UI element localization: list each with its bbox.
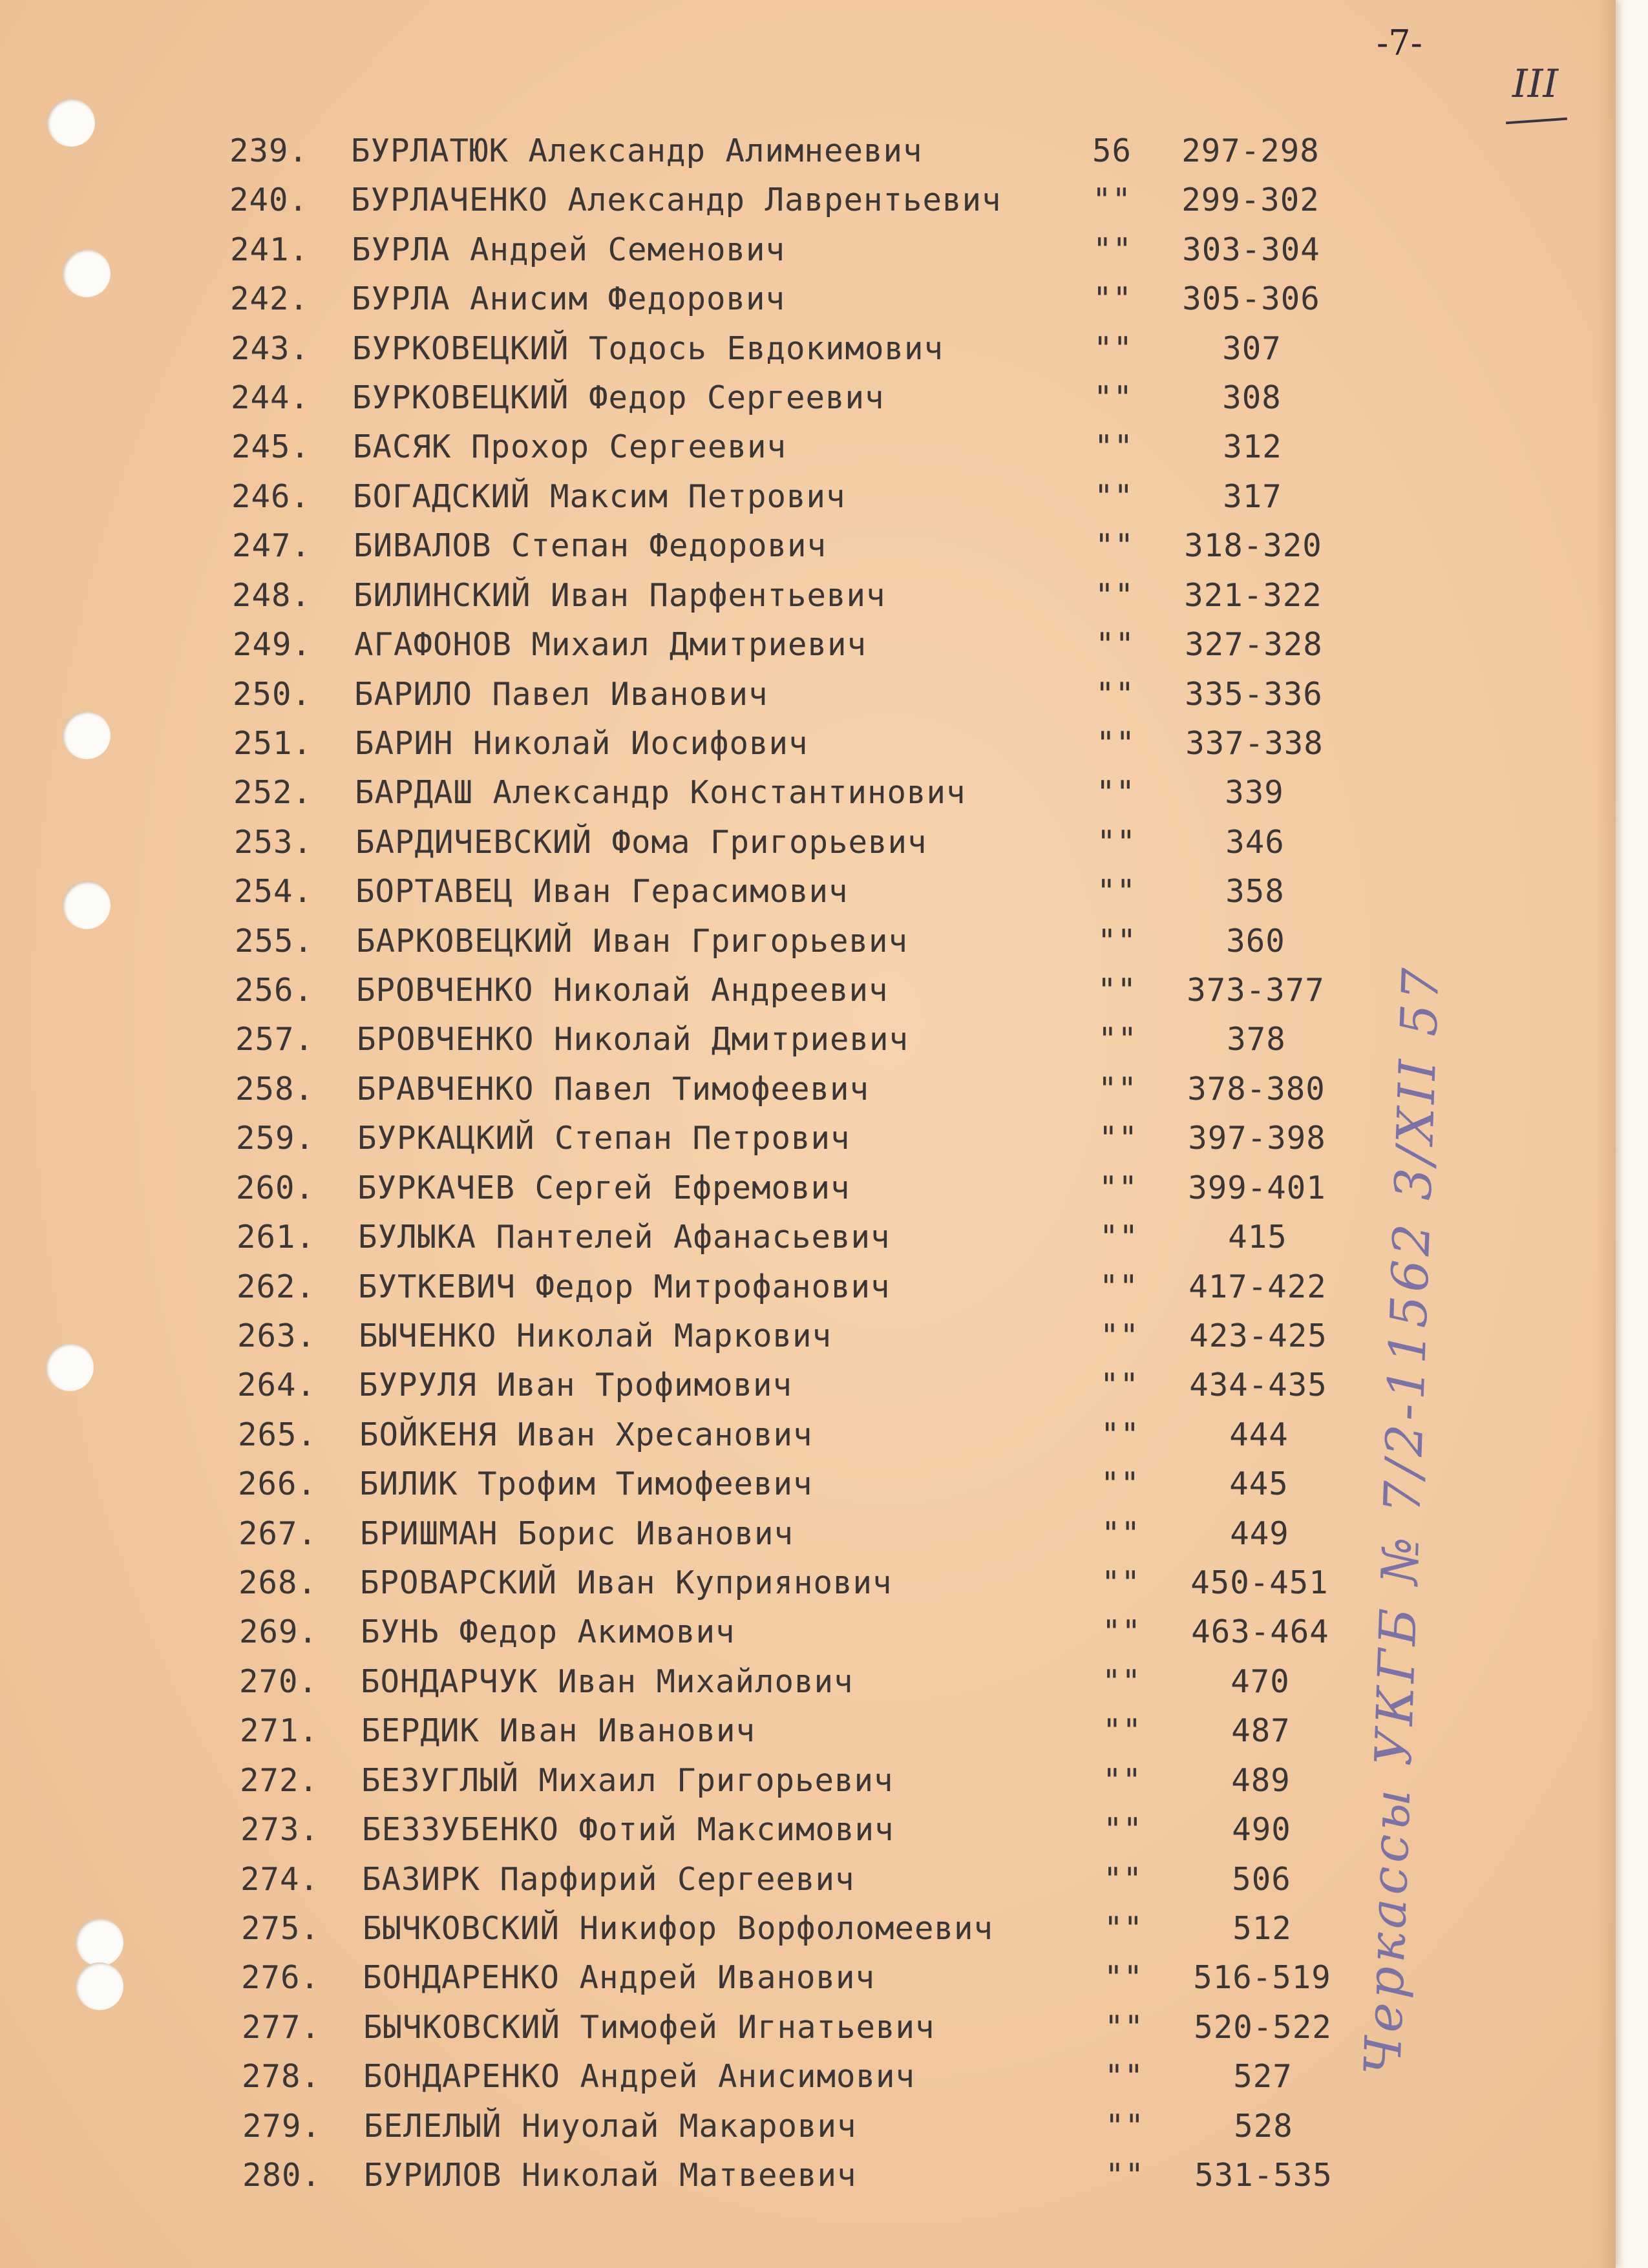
ditto-reference: "": [1099, 1268, 1139, 1305]
entry-number: 257.: [235, 1021, 315, 1058]
person-name: БАСЯК Прохор Сергеевич: [353, 428, 787, 465]
entry-number: 264.: [237, 1367, 317, 1403]
ditto-reference: "": [1093, 231, 1133, 268]
entry-number: 253.: [234, 824, 313, 861]
punch-hole: [63, 249, 111, 297]
page-range: 307: [1222, 330, 1282, 367]
entry-number: 275.: [241, 1910, 321, 1947]
page-range: 489: [1231, 1762, 1291, 1799]
entry-number: 268.: [238, 1564, 318, 1601]
person-name: БОРТАВЕЦ Иван Герасимович: [355, 873, 849, 910]
page-range: 337-338: [1185, 725, 1324, 762]
ditto-reference: "": [1098, 1071, 1138, 1108]
page-range: 520-522: [1194, 2009, 1332, 2046]
page-range: 415: [1228, 1219, 1287, 1255]
ditto-reference: "": [1097, 873, 1137, 910]
ditto-reference: "": [1102, 1613, 1142, 1650]
ditto-reference: "": [1105, 2108, 1145, 2145]
person-name: БИЛИК Трофим Тимофеевич: [359, 1465, 813, 1502]
person-name: БУРЛА Андрей Семенович: [352, 231, 786, 268]
person-name: БУЛЫКА Пантелей Афанасьевич: [358, 1219, 891, 1255]
page-range: 444: [1229, 1416, 1289, 1453]
entry-number: 277.: [242, 2009, 321, 2046]
entry-number: 274.: [240, 1861, 320, 1898]
entry-number: 259.: [236, 1120, 315, 1157]
person-name: АГАФОНОВ Михаил Дмитриевич: [354, 626, 867, 663]
page-range: 445: [1229, 1465, 1289, 1502]
page-range: 470: [1231, 1663, 1290, 1700]
page-number: -7-: [1377, 23, 1422, 63]
entry-number: 254.: [234, 873, 313, 910]
person-name: БУРУЛЯ Иван Трофимович: [359, 1367, 793, 1403]
entry-number: 261.: [237, 1219, 316, 1255]
ditto-reference: "": [1093, 280, 1133, 317]
ditto-reference: "": [1094, 478, 1134, 515]
page-range: 487: [1231, 1712, 1291, 1749]
ditto-reference: "": [1093, 379, 1134, 416]
ditto-reference: "": [1094, 428, 1134, 465]
ditto-reference: "": [1102, 1663, 1142, 1700]
ditto-reference: "": [1095, 527, 1135, 564]
page-range: 531-535: [1194, 2157, 1333, 2194]
entry-number: 272.: [240, 1762, 319, 1799]
page-range: 378-380: [1187, 1071, 1326, 1108]
page-range: 321-322: [1184, 577, 1322, 614]
entry-number: 245.: [231, 428, 311, 465]
ditto-reference: "": [1104, 1959, 1144, 1996]
ditto-reference: "": [1104, 2058, 1145, 2095]
page-range: 449: [1230, 1515, 1289, 1552]
entry-number: 276.: [241, 1959, 321, 1996]
page-range: 417-422: [1188, 1268, 1327, 1305]
person-name: БОНДАРЕНКО Андрей Иванович: [363, 1959, 876, 1996]
entry-number: 251.: [233, 725, 313, 762]
handwritten-note: Черкассы УКГБ № 7/2-11562 3/XII 57: [1354, 963, 1451, 2077]
page-range: 299-302: [1181, 182, 1320, 218]
person-name: БАРДАШ Александр Константинович: [355, 774, 966, 811]
entry-number: 248.: [232, 577, 312, 614]
ditto-reference: "": [1092, 182, 1132, 218]
person-name: БЫЧКОВСКИЙ Никифор Ворфоломеевич: [363, 1910, 994, 1947]
ditto-reference: "": [1103, 1811, 1143, 1848]
page-range: 312: [1223, 428, 1282, 465]
ditto-reference: "": [1097, 923, 1137, 960]
entry-number: 262.: [237, 1268, 316, 1305]
ditto-reference: "": [1099, 1170, 1139, 1206]
ditto-reference: "": [1104, 1910, 1144, 1947]
person-name: БРОВЧЕНКО Николай Андреевич: [356, 972, 889, 1009]
ditto-reference: "": [1095, 626, 1136, 663]
entry-number: 260.: [236, 1170, 315, 1206]
page-range: 490: [1232, 1811, 1291, 1848]
entry-number: 271.: [240, 1712, 319, 1749]
roman-numeral: III: [1512, 61, 1559, 107]
page-range: 335-336: [1185, 676, 1323, 713]
person-name: БЕЗЗУБЕНКО Фотий Максимович: [362, 1811, 894, 1848]
page-range: 308: [1222, 379, 1282, 416]
person-name: БРАВЧЕНКО Павел Тимофеевич: [357, 1071, 870, 1108]
punch-hole: [63, 881, 111, 929]
ditto-reference: "": [1101, 1515, 1141, 1552]
ditto-reference: "": [1099, 1219, 1139, 1255]
page-range: 516-519: [1193, 1959, 1331, 1996]
page-range: 327-328: [1185, 626, 1323, 663]
punch-hole: [47, 99, 95, 147]
ditto-reference: "": [1100, 1318, 1140, 1354]
person-name: БУНЬ Федор Акимович: [361, 1613, 735, 1650]
person-name: БУРЛА Анисим Федорович: [352, 280, 786, 317]
ditto-reference: "": [1105, 2157, 1145, 2194]
person-name: БАРИЛО Павел Иванович: [354, 676, 768, 713]
page-range: 303-304: [1182, 231, 1320, 268]
entry-number: 280.: [242, 2157, 322, 2194]
entry-number: 241.: [230, 231, 310, 268]
entry-number: 242.: [230, 280, 310, 317]
page-range: 317: [1223, 478, 1282, 515]
page-range: 305-306: [1182, 280, 1320, 317]
person-name: БИЛИНСКИЙ Иван Парфентьевич: [354, 577, 886, 614]
entry-number: 256.: [235, 972, 314, 1009]
page-range: 297-298: [1181, 132, 1320, 169]
roman-underline: [1506, 118, 1567, 125]
person-name: БРОВАРСКИЙ Иван Куприянович: [360, 1564, 893, 1601]
punch-hole: [76, 1918, 123, 1966]
ditto-reference: "": [1095, 676, 1136, 713]
entry-number: 265.: [238, 1416, 317, 1453]
ditto-reference: "": [1101, 1465, 1141, 1502]
ditto-reference: "": [1101, 1416, 1141, 1453]
person-name: БУРКОВЕЦКИЙ Тодось Евдокимович: [352, 330, 944, 367]
page-range: 434-435: [1189, 1367, 1327, 1403]
ditto-reference: 56: [1092, 132, 1132, 169]
person-name: БИВАЛОВ Степан Федорович: [354, 527, 827, 564]
entry-number: 243.: [231, 330, 310, 367]
punch-hole: [46, 1343, 94, 1391]
person-name: БАРИН Николай Иосифович: [355, 725, 808, 762]
person-name: БРОВЧЕНКО Николай Дмитриевич: [357, 1021, 909, 1058]
entry-number: 255.: [235, 923, 314, 960]
entry-number: 250.: [233, 676, 312, 713]
entry-number: 266.: [238, 1465, 317, 1502]
person-name: БЫЧКОВСКИЙ Тимофей Игнатьевич: [363, 2009, 935, 2046]
page-range: 423-425: [1189, 1318, 1327, 1354]
ditto-reference: "": [1096, 774, 1136, 811]
entry-number: 239.: [229, 132, 309, 169]
person-name: БЕЗУГЛЫЙ Михаил Григорьевич: [361, 1762, 894, 1799]
page-range: 358: [1225, 873, 1285, 910]
entry-number: 252.: [233, 774, 313, 811]
ditto-reference: "": [1103, 1712, 1143, 1749]
entry-number: 249.: [233, 626, 312, 663]
person-name: БОНДАРЕНКО Андрей Анисимович: [363, 2058, 916, 2095]
page-range: 373-377: [1187, 972, 1325, 1009]
person-name: БУРИЛОВ Николай Матвеевич: [364, 2157, 857, 2194]
person-name: БЕРДИК Иван Иванович: [361, 1712, 756, 1749]
page-range: 528: [1234, 2108, 1293, 2145]
ditto-reference: "": [1096, 725, 1136, 762]
person-name: БОЙКЕНЯ Иван Хресанович: [359, 1416, 813, 1453]
page-range: 397-398: [1188, 1120, 1326, 1157]
ditto-reference: "": [1103, 1762, 1143, 1799]
ditto-reference: "": [1095, 577, 1135, 614]
entry-number: 247.: [232, 527, 312, 564]
ditto-reference: "": [1101, 1564, 1141, 1601]
ditto-reference: "": [1099, 1120, 1139, 1157]
person-name: БОГАДСКИЙ Максим Петрович: [353, 478, 846, 515]
page-range: 527: [1233, 2058, 1293, 2095]
person-name: БАРДИЧЕВСКИЙ Фома Григорьевич: [355, 824, 927, 861]
person-name: БУРЛАЧЕНКО Александр Лаврентьевич: [351, 182, 1002, 218]
person-name: БЕЛЕЛЫЙ Ниуолай Макарович: [364, 2108, 857, 2145]
punch-hole: [76, 1962, 123, 2010]
paper-edge-shadow: [1596, 0, 1616, 2268]
entry-number: 278.: [242, 2058, 321, 2095]
entry-number: 269.: [239, 1613, 319, 1650]
ditto-reference: "": [1098, 1021, 1138, 1058]
entry-number: 246.: [231, 478, 311, 515]
entry-number: 240.: [229, 182, 309, 218]
ditto-reference: "": [1103, 1861, 1143, 1898]
person-name: БРИШМАН Борис Иванович: [360, 1515, 794, 1552]
person-name: БУРЛАТЮК Александр Алимнеевич: [351, 132, 923, 169]
person-name: БАРКОВЕЦКИЙ Иван Григорьевич: [356, 923, 909, 960]
entry-number: 273.: [240, 1811, 320, 1848]
entry-number: 263.: [237, 1318, 317, 1354]
person-name: БОНДАРЧУК Иван Михайлович: [361, 1663, 854, 1700]
person-name: БУРКАЧЕВ Сергей Ефремович: [357, 1170, 850, 1206]
page-range: 399-401: [1188, 1170, 1326, 1206]
entry-number: 270.: [239, 1663, 319, 1700]
page-range: 506: [1232, 1861, 1291, 1898]
page-range: 339: [1225, 774, 1284, 811]
person-name: БУРКОВЕЦКИЙ Федор Сергеевич: [352, 379, 885, 416]
page-range: 318-320: [1184, 527, 1322, 564]
page-range: 463-464: [1191, 1613, 1329, 1650]
page-range: 450-451: [1190, 1564, 1329, 1601]
page-range: 378: [1227, 1021, 1286, 1058]
person-name: БЫЧЕНКО Николай Маркович: [359, 1318, 832, 1354]
ditto-reference: "": [1100, 1367, 1140, 1403]
ditto-reference: "": [1097, 972, 1137, 1009]
person-name: БАЗИРК Парфирий Сергеевич: [362, 1861, 855, 1898]
page-range: 346: [1225, 824, 1285, 861]
entry-number: 258.: [235, 1071, 315, 1108]
ditto-reference: "": [1104, 2009, 1145, 2046]
punch-hole: [63, 711, 111, 759]
ditto-reference: "": [1093, 330, 1134, 367]
person-name: БУРКАЦКИЙ Степан Петрович: [357, 1120, 850, 1157]
page-range: 512: [1232, 1910, 1292, 1947]
entry-number: 279.: [242, 2108, 322, 2145]
person-name: БУТКЕВИЧ Федор Митрофанович: [358, 1268, 891, 1305]
entry-number: 267.: [238, 1515, 318, 1552]
entry-number: 244.: [231, 379, 310, 416]
page-range: 360: [1226, 923, 1285, 960]
ditto-reference: "": [1097, 824, 1137, 861]
